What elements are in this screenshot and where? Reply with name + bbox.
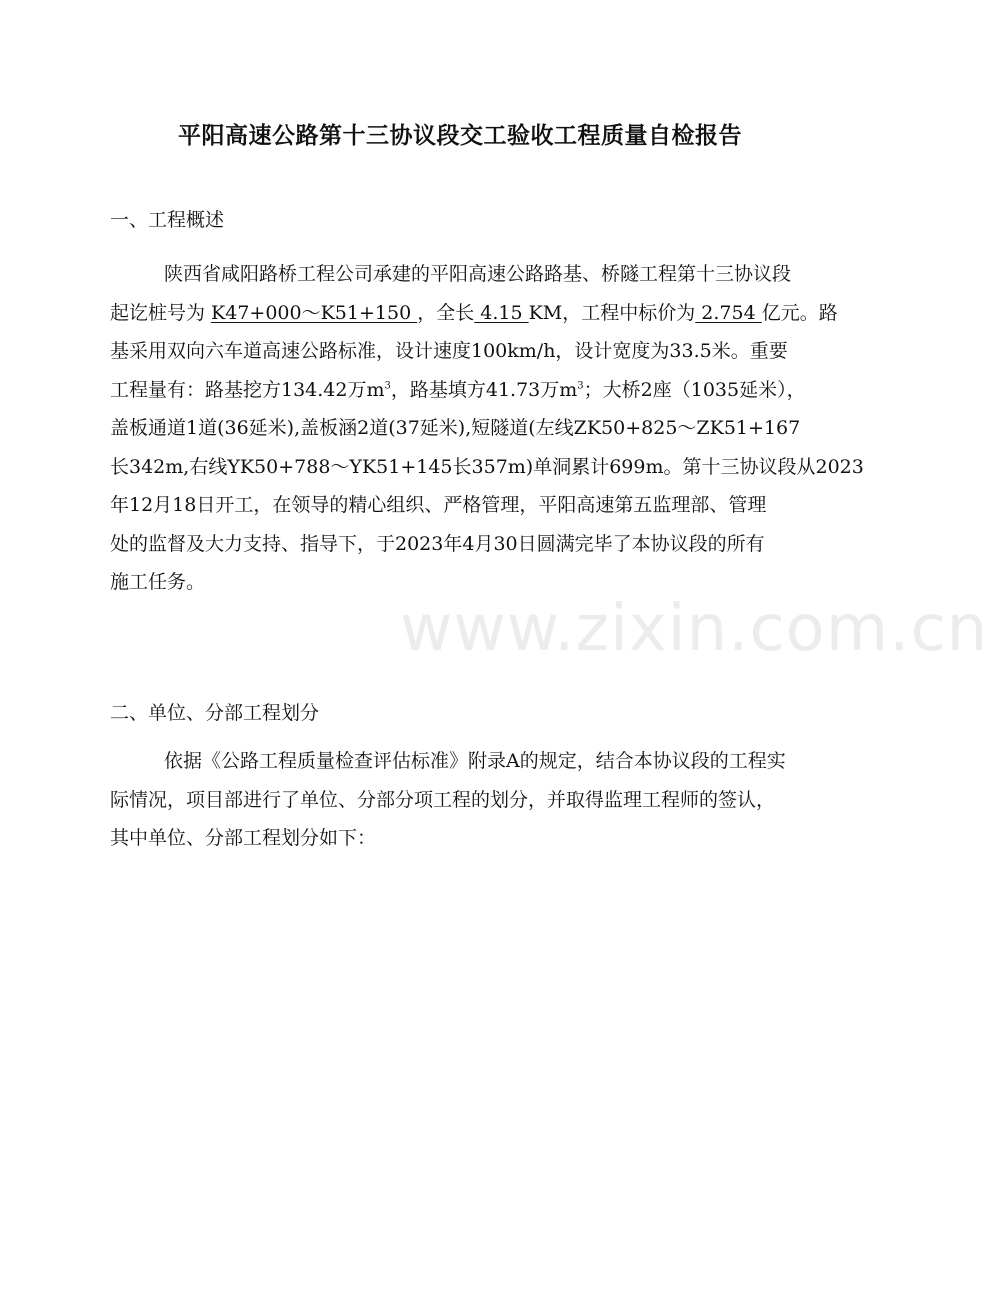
text-fragment: KM，工程中标价为 xyxy=(528,301,696,324)
page-title: 平阳高速公路第十三协议段交工验收工程质量自检报告 xyxy=(178,122,742,149)
paragraph-line: 依据《公路工程质量检查评估标准》附录A的规定，结合本协议段的工程实 xyxy=(164,750,786,772)
text-fragment: 工程量有：路基挖方134.42万m xyxy=(110,378,385,401)
paragraph-line xyxy=(110,371,810,410)
paragraph-line: 盖板通道1道(36延米),盖板涵2道(37延米),短隧道(左线ZK50+825～ZK51+167 xyxy=(110,417,801,439)
section-heading-overview: 一、工程概述 xyxy=(110,209,225,231)
price-value: 2.754 xyxy=(695,301,762,324)
paragraph-line: 年12月18日开工，在领导的精心组织、严格管理，平阳高速第五监理部、管理 xyxy=(110,494,767,516)
paragraph-division xyxy=(110,742,810,858)
watermark: www.zixin.com.cn xyxy=(400,592,988,666)
section-heading-division: 二、单位、分部工程划分 xyxy=(110,702,320,724)
paragraph-line: 基采用双向六车道高速公路标准，设计速度100km/h，设计宽度为33.5米。重要 xyxy=(110,340,788,362)
paragraph-overview xyxy=(110,255,864,602)
length-value: 4.15 xyxy=(474,301,529,324)
text-fragment: ，路基填方41.73万m xyxy=(390,378,578,401)
text-fragment: ；大桥2座（1035延米）， xyxy=(583,378,806,401)
paragraph-line xyxy=(110,294,838,333)
paragraph-line: 陕西省咸阳路桥工程公司承建的平阳高速公路路基、桥隧工程第十三协议段 xyxy=(164,263,792,285)
paragraph-line: 处的监督及大力支持、指导下，于2023年4月30日圆满完毕了本协议段的所有 xyxy=(110,532,765,555)
stake-range-value: K47+000～K51+150 xyxy=(211,301,418,324)
text-fragment: ，全长 xyxy=(417,301,475,324)
paragraph-line: 施工任务。 xyxy=(110,571,206,593)
paragraph-line: 际情况，项目部进行了单位、分部分项工程的划分，并取得监理工程师的签认， xyxy=(110,788,776,811)
paragraph-line: 其中单位、分部工程划分如下： xyxy=(110,827,377,849)
text-fragment: 亿元。路 xyxy=(761,301,838,324)
text-fragment: 起讫桩号为 xyxy=(110,301,212,324)
paragraph-line: 长342m,右线YK50+788～YK51+145长357m)单洞累计699m。第十三协议段从2023 xyxy=(110,455,864,478)
superscript: 3 xyxy=(384,380,391,392)
superscript: 3 xyxy=(577,380,584,392)
